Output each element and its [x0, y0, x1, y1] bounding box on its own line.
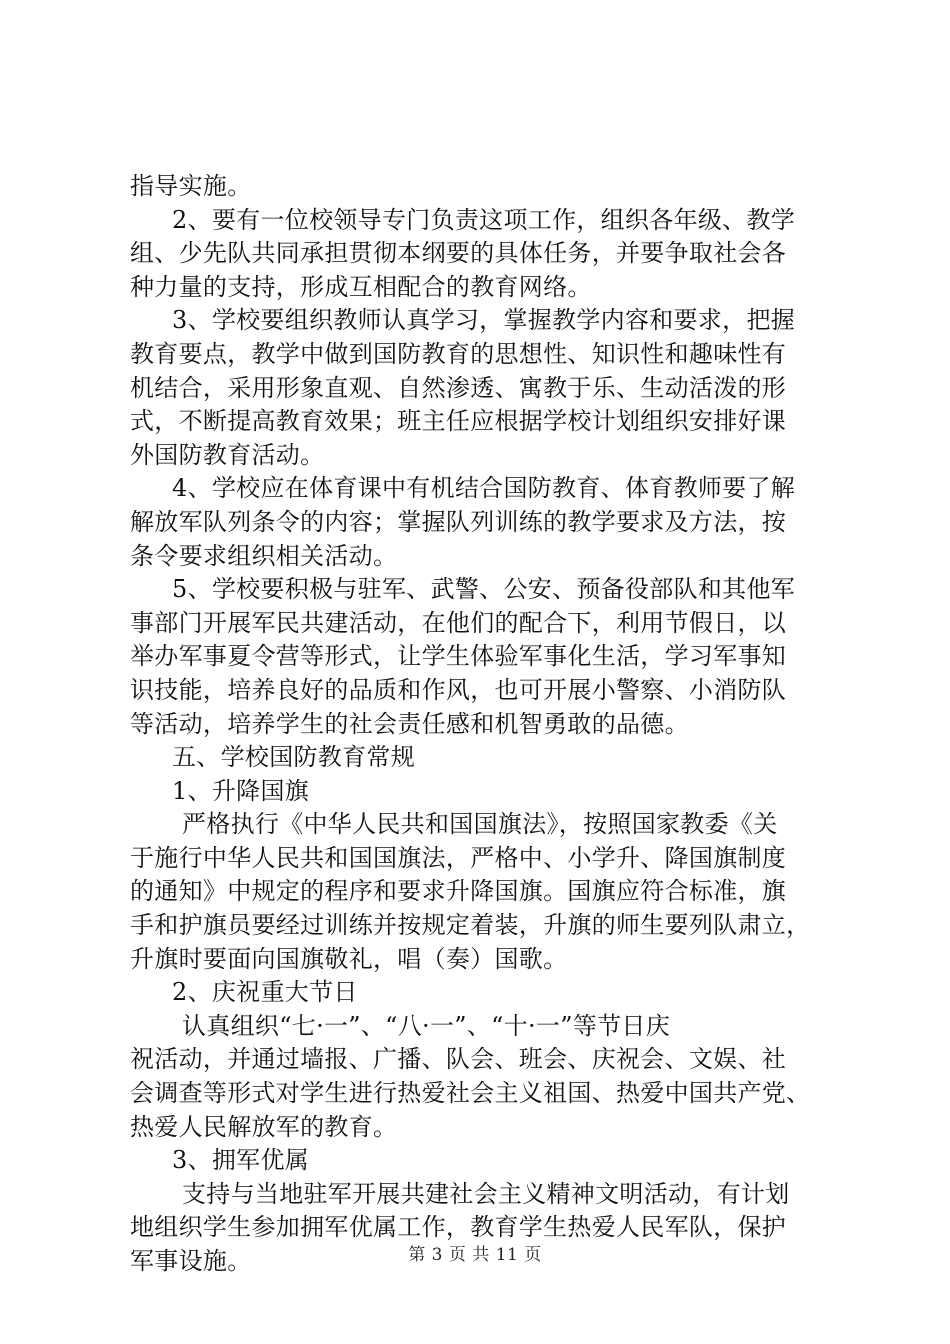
text-line: 的通知》中规定的程序和要求升降国旗。国旗应符合标准，旗 [130, 877, 787, 906]
subsection-heading: 2、庆祝重大节日 [172, 978, 358, 1007]
text-line: 2、要有一位校领导专门负责这项工作，组织各年级、教学 [172, 205, 796, 234]
text-line: 指导实施。 [130, 172, 252, 200]
text-line: 于施行中华人民共和国国旗法，严格中、小学升、降国旗制度 [130, 843, 787, 872]
text-line: 4、学校应在体育课中有机结合国防教育、体育教师要了解 [172, 474, 796, 503]
text-line: 解放军队列条令的内容；掌握队列训练的教学要求及方法，按 [130, 507, 787, 536]
text-line: 识技能，培养良好的品质和作风，也可开展小警察、小消防队 [130, 675, 787, 704]
text-line: 3、学校要组织教师认真学习，掌握教学内容和要求，把握 [172, 306, 796, 335]
text-line: 5、学校要积极与驻军、武警、公安、预备役部队和其他军 [172, 575, 796, 604]
subsection-heading: 1、升降国旗 [172, 776, 310, 805]
text-line: 外国防教育活动。 [130, 440, 325, 469]
text-line: 升旗时要面向国旗敬礼，唱（奏）国歌。 [130, 944, 568, 973]
body-text [130, 170, 830, 1279]
text-line: 等活动，培养学生的社会责任感和机智勇敢的品德。 [130, 709, 689, 738]
text-line: 严格执行《中华人民共和国国旗法》，按照国家教委《关 [182, 810, 778, 839]
section-heading: 五、学校国防教育常规 [172, 743, 415, 772]
text-line: 祝活动，并通过墙报、广播、队会、班会、庆祝会、文娱、社 [130, 1045, 787, 1074]
text-line: 手和护旗员要经过训练并按规定着装，升旗的师生要列队肃立， [130, 911, 811, 940]
text-line: 组、少先队共同承担贯彻本纲要的具体任务，并要争取社会各 [130, 239, 787, 268]
text-line: 支持与当地驻军开展共建社会主义精神文明活动，有计划 [182, 1179, 790, 1208]
text-line: 军事设施。 [130, 1247, 252, 1275]
text-line: 热爱人民解放军的教育。 [130, 1112, 398, 1141]
subsection-heading: 3、拥军优属 [172, 1146, 310, 1175]
text-line: 式，不断提高教育效果；班主任应根据学校计划组织安排好课 [130, 407, 787, 436]
text-line: 会调查等形式对学生进行热爱社会主义祖国、热爱中国共产党、 [130, 1079, 811, 1108]
text-line: 地组织学生参加拥军优属工作，教育学生热爱人民军队，保护 [130, 1213, 787, 1242]
page-footer: 第 3 页 共 11 页 [408, 1245, 542, 1265]
text-line: 种力量的支持，形成互相配合的教育网络。 [130, 272, 592, 301]
text-line: 认真组织“七·一”、“八·一”、“十·一”等节日庆 [182, 1011, 671, 1040]
text-line: 举办军事夏令营等形式，让学生体验军事化生活，学习军事知 [130, 642, 787, 671]
text-line: 事部门开展军民共建活动，在他们的配合下，利用节假日，以 [130, 608, 787, 637]
text-line: 机结合，采用形象直观、自然渗透、寓教于乐、生动活泼的形 [130, 373, 787, 402]
text-line: 教育要点，教学中做到国防教育的思想性、知识性和趣味性有 [130, 339, 787, 368]
text-line: 条令要求组织相关活动。 [130, 541, 398, 570]
